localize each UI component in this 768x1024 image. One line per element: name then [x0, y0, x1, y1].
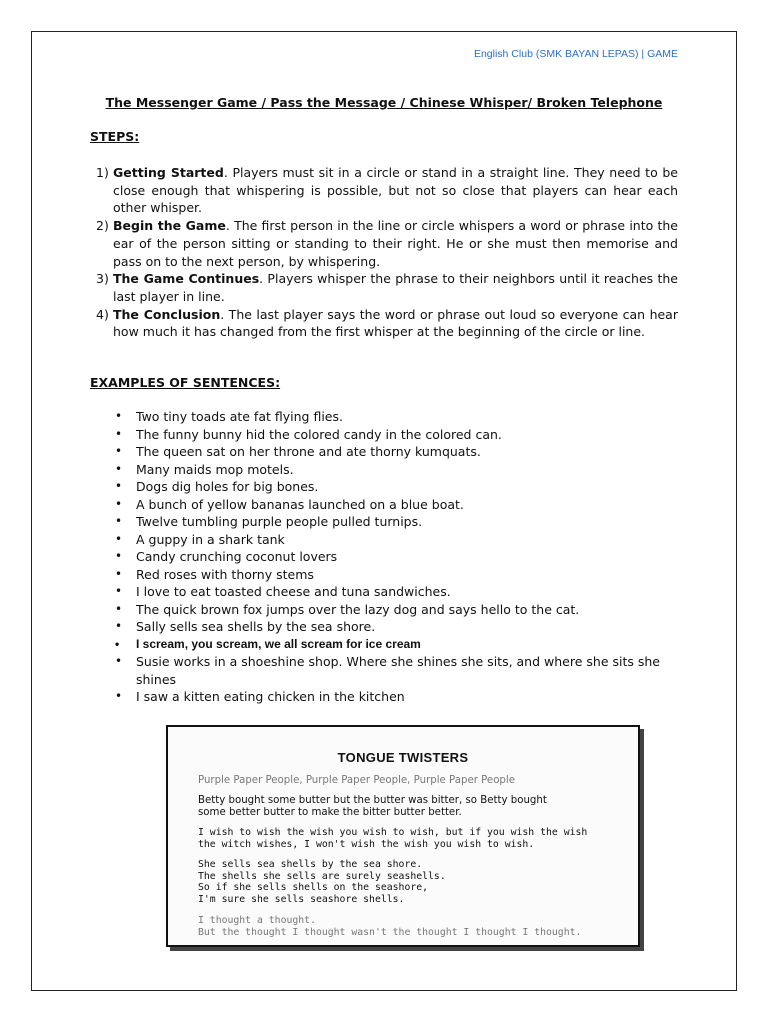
- twister-line: the witch wishes, I won't wish the wish you wish to wish.: [198, 838, 535, 850]
- steps-list: [90, 164, 678, 341]
- step-number: 1): [96, 165, 109, 180]
- step-title: Begin the Game: [113, 218, 226, 234]
- step-item: [90, 306, 678, 341]
- example-item: • Sally sells sea shells by the sea shore.: [115, 618, 680, 636]
- example-item: • The queen sat on her throne and ate thorny kumquats.: [115, 443, 680, 461]
- example-item: • The quick brown fox jumps over the lazy dog and says hello to the cat.: [115, 601, 680, 619]
- step-number: 2): [96, 218, 109, 234]
- step-title: The Conclusion: [113, 306, 221, 322]
- twister-line: I'm sure she sells seashore shells.: [198, 893, 405, 905]
- example-item: • Many maids mop motels.: [115, 461, 680, 479]
- example-item: • Twelve tumbling purple people pulled turnips.: [115, 513, 680, 531]
- steps-heading: STEPS:: [90, 129, 140, 144]
- twister-line: The shells she sells are surely seashells.: [198, 870, 446, 882]
- page-title: The Messenger Game / Pass the Message / Chinese Whisper/ Broken Telephone: [105, 95, 663, 110]
- step-text: . The last player says the word or phrase out loud so everyone can hear how much it has changed from the first whisper at the beginning of the circle or line.: [113, 306, 678, 340]
- step-item: [90, 270, 678, 305]
- twister-line: So if she sells shells on the seashore,: [198, 882, 429, 893]
- step-number: 3): [96, 271, 109, 287]
- example-item: • I saw a kitten eating chicken in the kitchen: [115, 688, 680, 706]
- step-text: . Players whisper the phrase to their neighbors until it reaches the last player in line.: [113, 271, 678, 304]
- twister-line: I wish to wish the wish you wish to wish, but if you wish the wish: [198, 827, 588, 838]
- step-text: . Players must sit in a circle or stand in a straight line. They need to be close enough that whispering is possible, but not so close that players can hear each other whisper.: [113, 165, 678, 216]
- example-item: • A bunch of yellow bananas launched on a blue boat.: [115, 496, 680, 514]
- example-item: • Candy crunching coconut lovers: [115, 548, 680, 566]
- example-item: • A guppy in a shark tank: [115, 531, 680, 549]
- twister-line: Betty bought some butter but the butter was bitter, so Betty bought: [198, 795, 547, 806]
- tongue-twisters-title: TONGUE TWISTERS: [337, 750, 469, 765]
- twister-thought: [198, 915, 628, 938]
- twister-line: But the thought I thought wasn't the thought I thought I thought.: [198, 926, 582, 938]
- twister-sea-shells: [198, 859, 628, 905]
- example-item: • I love to eat toasted cheese and tuna sandwiches.: [115, 583, 680, 601]
- example-item: • Susie works in a shoeshine shop. Where she shines she sits, and where she sits she shines: [115, 653, 680, 688]
- step-title: The Game Continues: [113, 271, 260, 287]
- example-item: • Dogs dig holes for big bones.: [115, 478, 680, 496]
- twister-purple: [198, 775, 628, 787]
- twister-betty: [198, 795, 628, 818]
- step-number: 4): [96, 306, 109, 322]
- example-item: • I scream, you scream, we all scream for ice cream: [115, 636, 680, 654]
- example-item: • The funny bunny hid the colored candy in the colored can.: [115, 426, 680, 444]
- twister-line: Purple Paper People, Purple Paper People, Purple Paper People: [198, 775, 515, 786]
- example-item: • Red roses with thorny stems: [115, 566, 680, 584]
- twister-wish: [198, 827, 628, 850]
- twister-line: some better butter to make the bitter butter better.: [198, 806, 462, 818]
- step-text: . The first person in the line or circle whispers a word or phrase into the ear of the person sitting or standing to their right. He or she must then memorise and pass on to the next person, by whispering.: [113, 218, 678, 269]
- step-item: [90, 217, 678, 270]
- tongue-twisters-image: [166, 725, 640, 947]
- step-title: Getting Started: [113, 165, 224, 180]
- twister-line: She sells sea shells by the sea shore.: [198, 859, 423, 870]
- example-item: • Two tiny toads ate fat flying flies.: [115, 408, 680, 426]
- examples-heading: EXAMPLES OF SENTENCES:: [90, 375, 281, 390]
- examples-list: [115, 408, 680, 706]
- step-item: [90, 164, 678, 217]
- header-club-label: English Club (SMK BAYAN LEPAS) | GAME: [473, 48, 678, 60]
- twister-line: I thought a thought.: [198, 915, 316, 926]
